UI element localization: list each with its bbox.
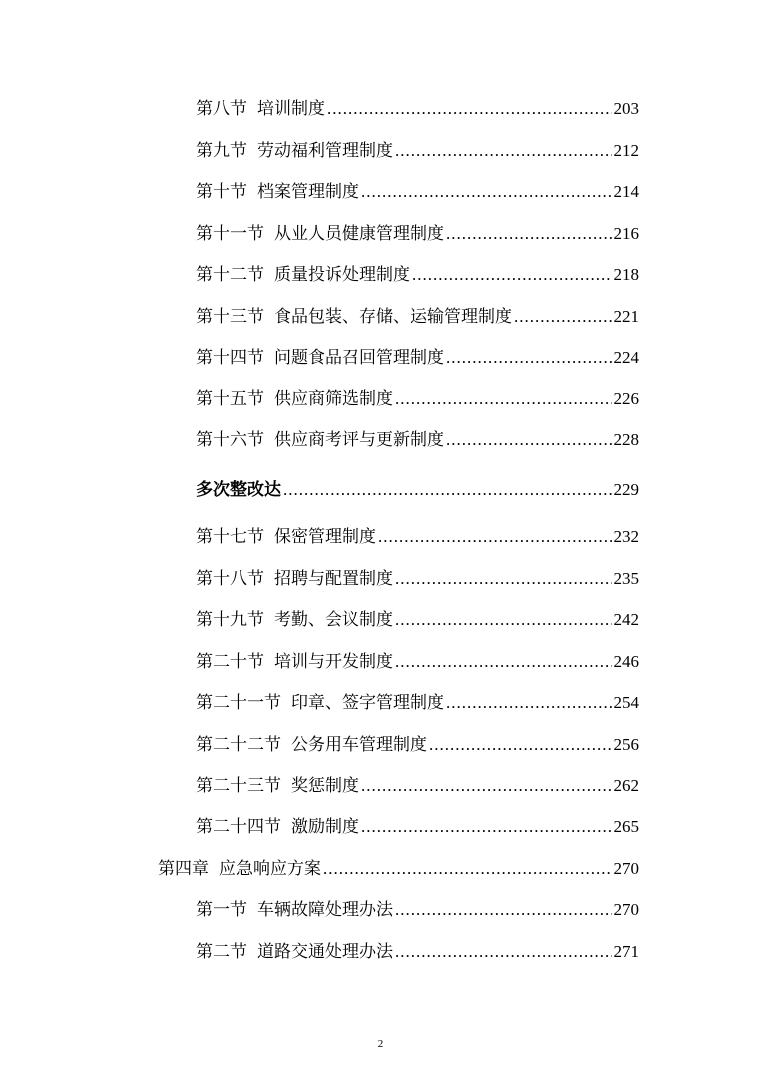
toc-dot-leader bbox=[361, 816, 612, 838]
toc-entry[interactable] bbox=[196, 651, 639, 673]
toc-page-number: 265 bbox=[613, 817, 639, 836]
toc-section-number: 第八节 bbox=[196, 99, 247, 119]
toc-section-title: 培训制度 bbox=[257, 99, 325, 119]
toc-section-number: 第一节 bbox=[196, 900, 247, 920]
toc-entry[interactable] bbox=[196, 429, 639, 451]
toc-section-title: 多次整改达 bbox=[196, 480, 281, 500]
toc-section-number: 第九节 bbox=[196, 141, 247, 161]
toc-entry[interactable] bbox=[196, 388, 639, 410]
toc-entry[interactable] bbox=[196, 941, 639, 963]
toc-page-number: 246 bbox=[613, 652, 639, 671]
toc-section-number: 第十八节 bbox=[196, 569, 264, 589]
toc-chapter-number: 第四章 bbox=[158, 859, 209, 879]
toc-dot-leader bbox=[446, 223, 612, 245]
toc-entry[interactable] bbox=[196, 98, 639, 120]
toc-section-title: 保密管理制度 bbox=[274, 527, 376, 547]
toc-section-title: 奖惩制度 bbox=[291, 776, 359, 796]
toc-section-number: 第十五节 bbox=[196, 389, 264, 409]
toc-section-title: 培训与开发制度 bbox=[274, 652, 393, 672]
toc-section-title: 供应商考评与更新制度 bbox=[274, 430, 444, 450]
toc-page-number: 218 bbox=[613, 265, 639, 284]
toc-page-number: 228 bbox=[613, 430, 639, 449]
toc-dot-leader bbox=[395, 651, 612, 673]
toc-page-number: 271 bbox=[613, 942, 639, 961]
toc-entry[interactable] bbox=[196, 526, 639, 548]
toc-page-number: 203 bbox=[613, 99, 639, 118]
toc-section-title: 激励制度 bbox=[291, 817, 359, 837]
toc-dot-leader bbox=[514, 306, 612, 328]
toc-dot-leader bbox=[395, 899, 612, 921]
toc-dot-leader bbox=[429, 734, 612, 756]
toc-section-title: 食品包装、存储、运输管理制度 bbox=[274, 307, 512, 327]
toc-entry[interactable] bbox=[196, 899, 639, 921]
toc-entry[interactable] bbox=[196, 347, 639, 369]
toc-section-number: 第十九节 bbox=[196, 610, 264, 630]
toc-dot-leader bbox=[327, 98, 612, 120]
toc-page-number: 216 bbox=[613, 224, 639, 243]
toc-section-title: 供应商筛选制度 bbox=[274, 389, 393, 409]
toc-entry[interactable] bbox=[196, 816, 639, 838]
toc-section-title: 印章、签字管理制度 bbox=[291, 693, 444, 713]
toc-entry[interactable] bbox=[196, 306, 639, 328]
toc-section-number: 第二十二节 bbox=[196, 735, 281, 755]
toc-dot-leader bbox=[361, 181, 612, 203]
toc-page-number: 262 bbox=[613, 776, 639, 795]
toc-section-number: 第二节 bbox=[196, 942, 247, 962]
toc-entry[interactable] bbox=[196, 692, 639, 714]
toc-dot-leader bbox=[446, 692, 612, 714]
toc-section-title: 道路交通处理办法 bbox=[257, 942, 393, 962]
toc-entry[interactable] bbox=[196, 264, 639, 286]
toc-section-number: 第十节 bbox=[196, 182, 247, 202]
toc-entry[interactable] bbox=[196, 568, 639, 590]
toc-section-title: 质量投诉处理制度 bbox=[274, 265, 410, 285]
toc-section-number: 第十三节 bbox=[196, 307, 264, 327]
toc-dot-leader bbox=[412, 264, 612, 286]
toc-entry[interactable] bbox=[196, 775, 639, 797]
toc-section-title: 车辆故障处理办法 bbox=[257, 900, 393, 920]
toc-dot-leader bbox=[446, 429, 612, 451]
toc-dot-leader bbox=[395, 388, 612, 410]
toc-dot-leader bbox=[395, 140, 612, 162]
toc-section-title: 考勤、会议制度 bbox=[274, 610, 393, 630]
toc-section-number: 第二十三节 bbox=[196, 776, 281, 796]
toc-page-number: 242 bbox=[613, 610, 639, 629]
toc-dot-leader bbox=[446, 347, 612, 369]
toc-page-number: 212 bbox=[613, 141, 639, 160]
toc-page-number: 235 bbox=[613, 569, 639, 588]
toc-section-number: 第十六节 bbox=[196, 430, 264, 450]
toc-section-number: 第二十节 bbox=[196, 652, 264, 672]
toc-section-number: 第二十一节 bbox=[196, 693, 281, 713]
toc-dot-leader bbox=[395, 609, 612, 631]
toc-section-number: 第十一节 bbox=[196, 224, 264, 244]
page-number: 2 bbox=[377, 1038, 384, 1050]
toc-section-title: 问题食品召回管理制度 bbox=[274, 348, 444, 368]
toc-entry[interactable] bbox=[196, 181, 639, 203]
toc-section-title: 招聘与配置制度 bbox=[274, 569, 393, 589]
toc-section-title: 档案管理制度 bbox=[257, 182, 359, 202]
toc-entry[interactable] bbox=[196, 140, 639, 162]
toc-dot-leader bbox=[283, 479, 612, 501]
toc-section-number: 第二十四节 bbox=[196, 817, 281, 837]
toc-dot-leader bbox=[395, 941, 612, 963]
toc-page-number: 254 bbox=[613, 693, 639, 712]
toc-entry[interactable] bbox=[196, 223, 639, 245]
toc-entry-heading[interactable] bbox=[196, 479, 639, 501]
toc-section-title: 劳动福利管理制度 bbox=[257, 141, 393, 161]
toc-page-number: 256 bbox=[613, 735, 639, 754]
toc-page-number: 226 bbox=[613, 389, 639, 408]
toc-dot-leader bbox=[361, 775, 612, 797]
toc-page-number: 270 bbox=[613, 900, 639, 919]
toc-page-number: 232 bbox=[613, 527, 639, 546]
toc-dot-leader bbox=[395, 568, 612, 590]
toc-page-number: 270 bbox=[613, 859, 639, 878]
toc-section-title: 从业人员健康管理制度 bbox=[274, 224, 444, 244]
toc-chapter-title: 应急响应方案 bbox=[219, 859, 321, 879]
toc-section-title: 公务用车管理制度 bbox=[291, 735, 427, 755]
toc-dot-leader bbox=[323, 858, 612, 880]
toc-page-number: 224 bbox=[613, 348, 639, 367]
toc-section-number: 第十七节 bbox=[196, 527, 264, 547]
toc-section-number: 第十四节 bbox=[196, 348, 264, 368]
toc-dot-leader bbox=[378, 526, 612, 548]
toc-entry[interactable] bbox=[196, 609, 639, 631]
toc-entry[interactable] bbox=[196, 734, 639, 756]
toc-page-number: 221 bbox=[613, 307, 639, 326]
toc-page-number: 229 bbox=[613, 480, 639, 499]
toc-page-number: 214 bbox=[613, 182, 639, 201]
toc-section-number: 第十二节 bbox=[196, 265, 264, 285]
toc-chapter-entry[interactable] bbox=[158, 858, 639, 880]
